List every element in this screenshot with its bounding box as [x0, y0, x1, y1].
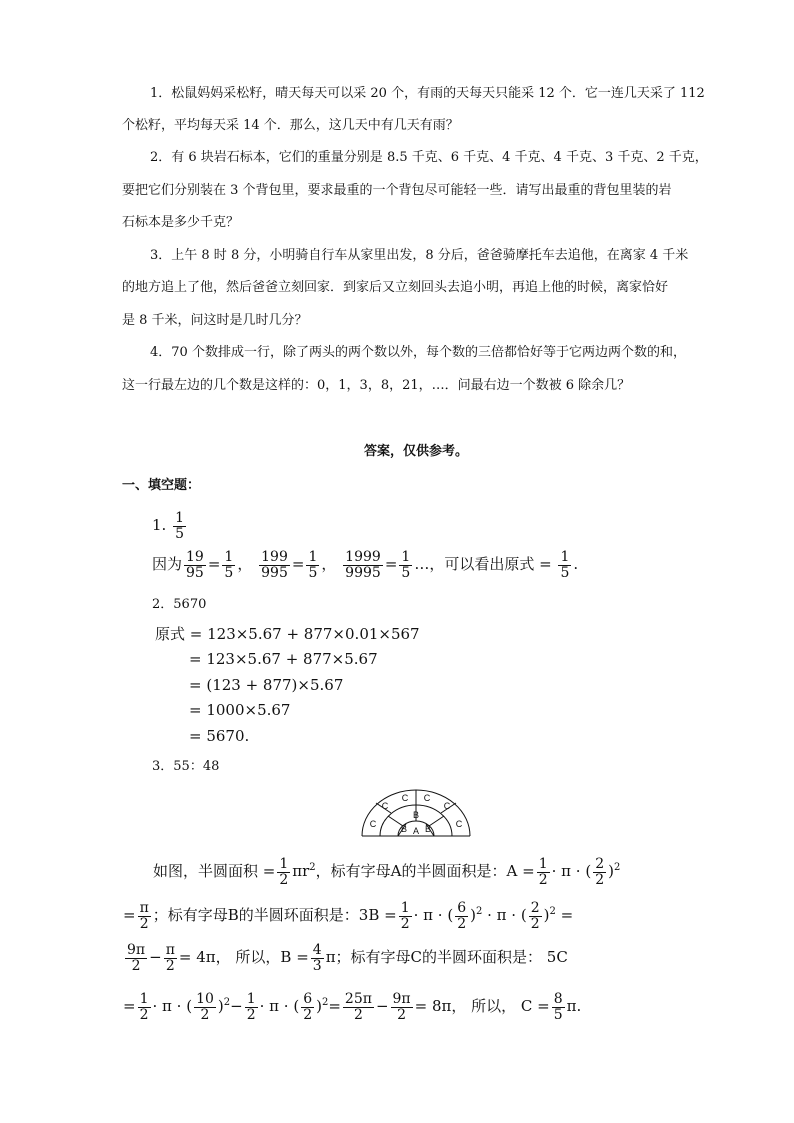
fraction-1999-9995 [343, 550, 383, 581]
text: ( [585, 862, 592, 880]
problem-4-line-2: 这一行最左边的几个数是这样的：0，1，3，8，21，…．问最右边一个数被 6 除余几？ [122, 378, 631, 393]
text: − [230, 997, 243, 1015]
text: ) [316, 997, 322, 1015]
fraction [277, 857, 290, 888]
answer-2-line-2: = 123×5.67 + 877×5.67 [189, 650, 378, 668]
denominator: 2 [139, 1006, 149, 1023]
text: π. [566, 997, 582, 1015]
text: = 8π， 所以， C = [414, 997, 550, 1015]
fraction [455, 901, 468, 932]
denominator: 5 [560, 564, 570, 581]
text: = 4π， 所以，B = [178, 948, 309, 966]
problem-4-line-1: 4．70 个数排成一行，除了两头的两个数以外，每个数的三倍都恰好等于它两边两个数的和， [150, 345, 686, 360]
answers-title: 答案，仅供参考。 [364, 444, 469, 459]
denominator: 3 [312, 957, 322, 974]
answer-1-number: 1. [152, 516, 167, 534]
text-conclusion: ，可以看出原式 = [429, 555, 552, 573]
semicircle-diagram [360, 786, 472, 838]
numerator: π [139, 899, 149, 916]
numerator: 1 [175, 509, 185, 526]
text: · π · ( [413, 906, 454, 924]
fraction [125, 943, 147, 974]
fraction [552, 992, 565, 1023]
label-c-1: C [369, 819, 377, 829]
text: = [328, 997, 341, 1015]
fraction [391, 992, 413, 1023]
numerator: 1 [139, 990, 149, 1007]
numerator: 1 [401, 548, 411, 565]
text: · π · ( [487, 906, 527, 924]
fraction-1-5 [306, 550, 319, 581]
denominator: 2 [139, 915, 149, 932]
fraction-1-5 [558, 550, 571, 581]
answer-3-line-3 [123, 935, 568, 979]
fraction [593, 857, 606, 888]
fraction [138, 992, 151, 1023]
text: ) [543, 906, 550, 924]
problem-1-line-2: 个松籽，平均每天采 14 个．那么，这几天中有几天有雨？ [122, 118, 459, 133]
exponent: 2 [613, 862, 621, 873]
answer-2-line-3: = (123 + 877)×5.67 [189, 676, 344, 694]
denominator: 2 [538, 871, 548, 888]
problem-3-line-2: 的地方追上了他，然后爸爸立刻回家．到家后又立刻回头去追小明，再追上他的时候，离家恰好 [122, 280, 669, 295]
fraction [343, 992, 374, 1023]
denominator: 5 [553, 1006, 563, 1023]
fraction-199-995 [259, 550, 290, 581]
denominator: 2 [400, 915, 410, 932]
text: = [560, 906, 574, 924]
denominator: 5 [175, 525, 185, 542]
denominator: 2 [595, 871, 605, 888]
exponent: 2 [549, 906, 556, 917]
text: = [123, 997, 136, 1015]
text: ) [470, 906, 476, 924]
fraction [529, 901, 542, 932]
label-c-5: C [443, 801, 451, 811]
answer-2-line-4: = 1000×5.67 [189, 701, 291, 719]
label-b-right: B [424, 824, 432, 834]
text: · π · ( [259, 997, 300, 1015]
text-because: 因为 [152, 555, 183, 573]
ellipsis: … [414, 555, 430, 573]
text: − [375, 997, 389, 1015]
label-b-top: B [412, 810, 420, 820]
comma: ， [321, 555, 337, 573]
problem-3-line-3: 是 8 千米，问这时是几时几分？ [122, 313, 308, 328]
answer-1-explanation [152, 544, 578, 584]
denominator: 2 [279, 871, 289, 888]
answer-2-line-1: 原式 = 123×5.67 + 877×0.01×567 [155, 625, 420, 643]
fraction [194, 992, 216, 1023]
denominator: 2 [530, 915, 540, 932]
numerator: 6 [303, 990, 313, 1007]
comma: ， [237, 555, 253, 573]
numerator: π [165, 941, 175, 958]
numerator: 6 [457, 899, 467, 916]
text: ；标有字母B的半圆环面积是：3B = [152, 906, 397, 924]
numerator: 1 [400, 899, 410, 916]
label-b-left: B [400, 824, 408, 834]
denominator: 2 [353, 1006, 363, 1023]
fraction [399, 901, 412, 932]
denominator: 995 [261, 564, 288, 581]
denominator: 2 [303, 1006, 313, 1023]
text: = [123, 906, 136, 924]
text: ) [608, 862, 614, 880]
denominator: 9995 [345, 564, 381, 581]
fraction [311, 943, 324, 974]
denominator: 2 [131, 957, 141, 974]
fraction-1-5 [399, 550, 412, 581]
denominator: 2 [457, 915, 467, 932]
numerator: 9π [392, 990, 411, 1007]
equals-sign: = [291, 555, 305, 573]
fraction [245, 992, 258, 1023]
text: · π · [551, 862, 581, 880]
denominator: 2 [165, 957, 175, 974]
equals-sign: = [207, 555, 221, 573]
fraction [537, 857, 550, 888]
text: − [149, 948, 162, 966]
exponent: 2 [309, 862, 316, 873]
numerator: 2 [530, 899, 540, 916]
label-a: A [412, 826, 420, 836]
numerator: 1 [246, 990, 256, 1007]
exponent: 2 [475, 906, 483, 917]
text: πr [292, 862, 310, 880]
period: . [573, 555, 579, 573]
exponent: 2 [321, 997, 329, 1008]
text: π；标有字母C的半圆环面积是： 5C [325, 948, 568, 966]
answer-3-line-2 [123, 890, 573, 937]
answer-2-number: 2．5670 [152, 597, 207, 612]
numerator: 4 [312, 941, 322, 958]
numerator: 1 [279, 855, 289, 872]
denominator: 2 [246, 1006, 256, 1023]
numerator: 19 [186, 548, 204, 565]
answer-1 [152, 505, 188, 545]
numerator: 1 [560, 548, 570, 565]
numerator: 199 [261, 548, 288, 565]
answer-3-line-4 [123, 981, 581, 1028]
denominator: 2 [397, 1006, 407, 1023]
text: ，标有字母A的半圆面积是：A = [315, 862, 535, 880]
answer-3-number: 3．55：48 [152, 759, 220, 774]
label-c-2: C [381, 801, 389, 811]
fraction-1-5 [222, 550, 235, 581]
problem-1-line-1: 1．松鼠妈妈采松籽，晴天每天可以采 20 个，有雨的天每天只能采 12 个．它一连几天采了 112 [150, 86, 705, 101]
text: 如图，半圆面积 = [153, 862, 276, 880]
problem-2-line-1: 2．有 6 块岩石标本，它们的重量分别是 8.5 千克、6 千克、4 千克、4 千克、3 千克、2 千克， [150, 150, 708, 165]
numerator: 1 [224, 548, 234, 565]
numerator: 8 [553, 990, 563, 1007]
numerator: 9π [127, 941, 146, 958]
equals-sign: = [384, 555, 398, 573]
label-c-4: C [423, 793, 431, 803]
numerator: 2 [595, 855, 605, 872]
fraction [301, 992, 314, 1023]
fraction [138, 901, 151, 932]
problem-3-line-1: 3．上午 8 时 8 分，小明骑自行车从家里出发，8 分后，爸爸骑摩托车去追他，在离家 4 千米 [150, 248, 689, 263]
numerator: 1999 [345, 548, 381, 565]
text: ) [217, 997, 224, 1015]
denominator: 95 [186, 564, 204, 581]
label-c-3: C [401, 793, 409, 803]
label-c-6: C [455, 819, 463, 829]
answer-2-line-5: = 5670. [189, 727, 250, 745]
denominator: 5 [401, 564, 411, 581]
exponent: 2 [223, 997, 231, 1008]
denominator: 5 [308, 564, 318, 581]
answer-3-line-1 [153, 846, 620, 893]
section-heading: 一、填空题： [122, 478, 201, 493]
numerator: 1 [308, 548, 318, 565]
text: · π · ( [152, 997, 193, 1015]
problem-2-line-3: 石标本是多少千克？ [122, 215, 240, 230]
problem-2-line-2: 要把它们分别装在 3 个背包里，要求最重的一个背包尽可能轻一些．请写出最重的背包里装的岩 [122, 183, 672, 198]
fraction [164, 943, 177, 974]
numerator: 1 [538, 855, 548, 872]
answer-1-fraction [173, 511, 186, 542]
fraction-19-95 [184, 550, 206, 581]
numerator: 10 [196, 990, 214, 1007]
denominator: 5 [224, 564, 234, 581]
numerator: 25π [344, 990, 372, 1007]
denominator: 2 [200, 1006, 210, 1023]
